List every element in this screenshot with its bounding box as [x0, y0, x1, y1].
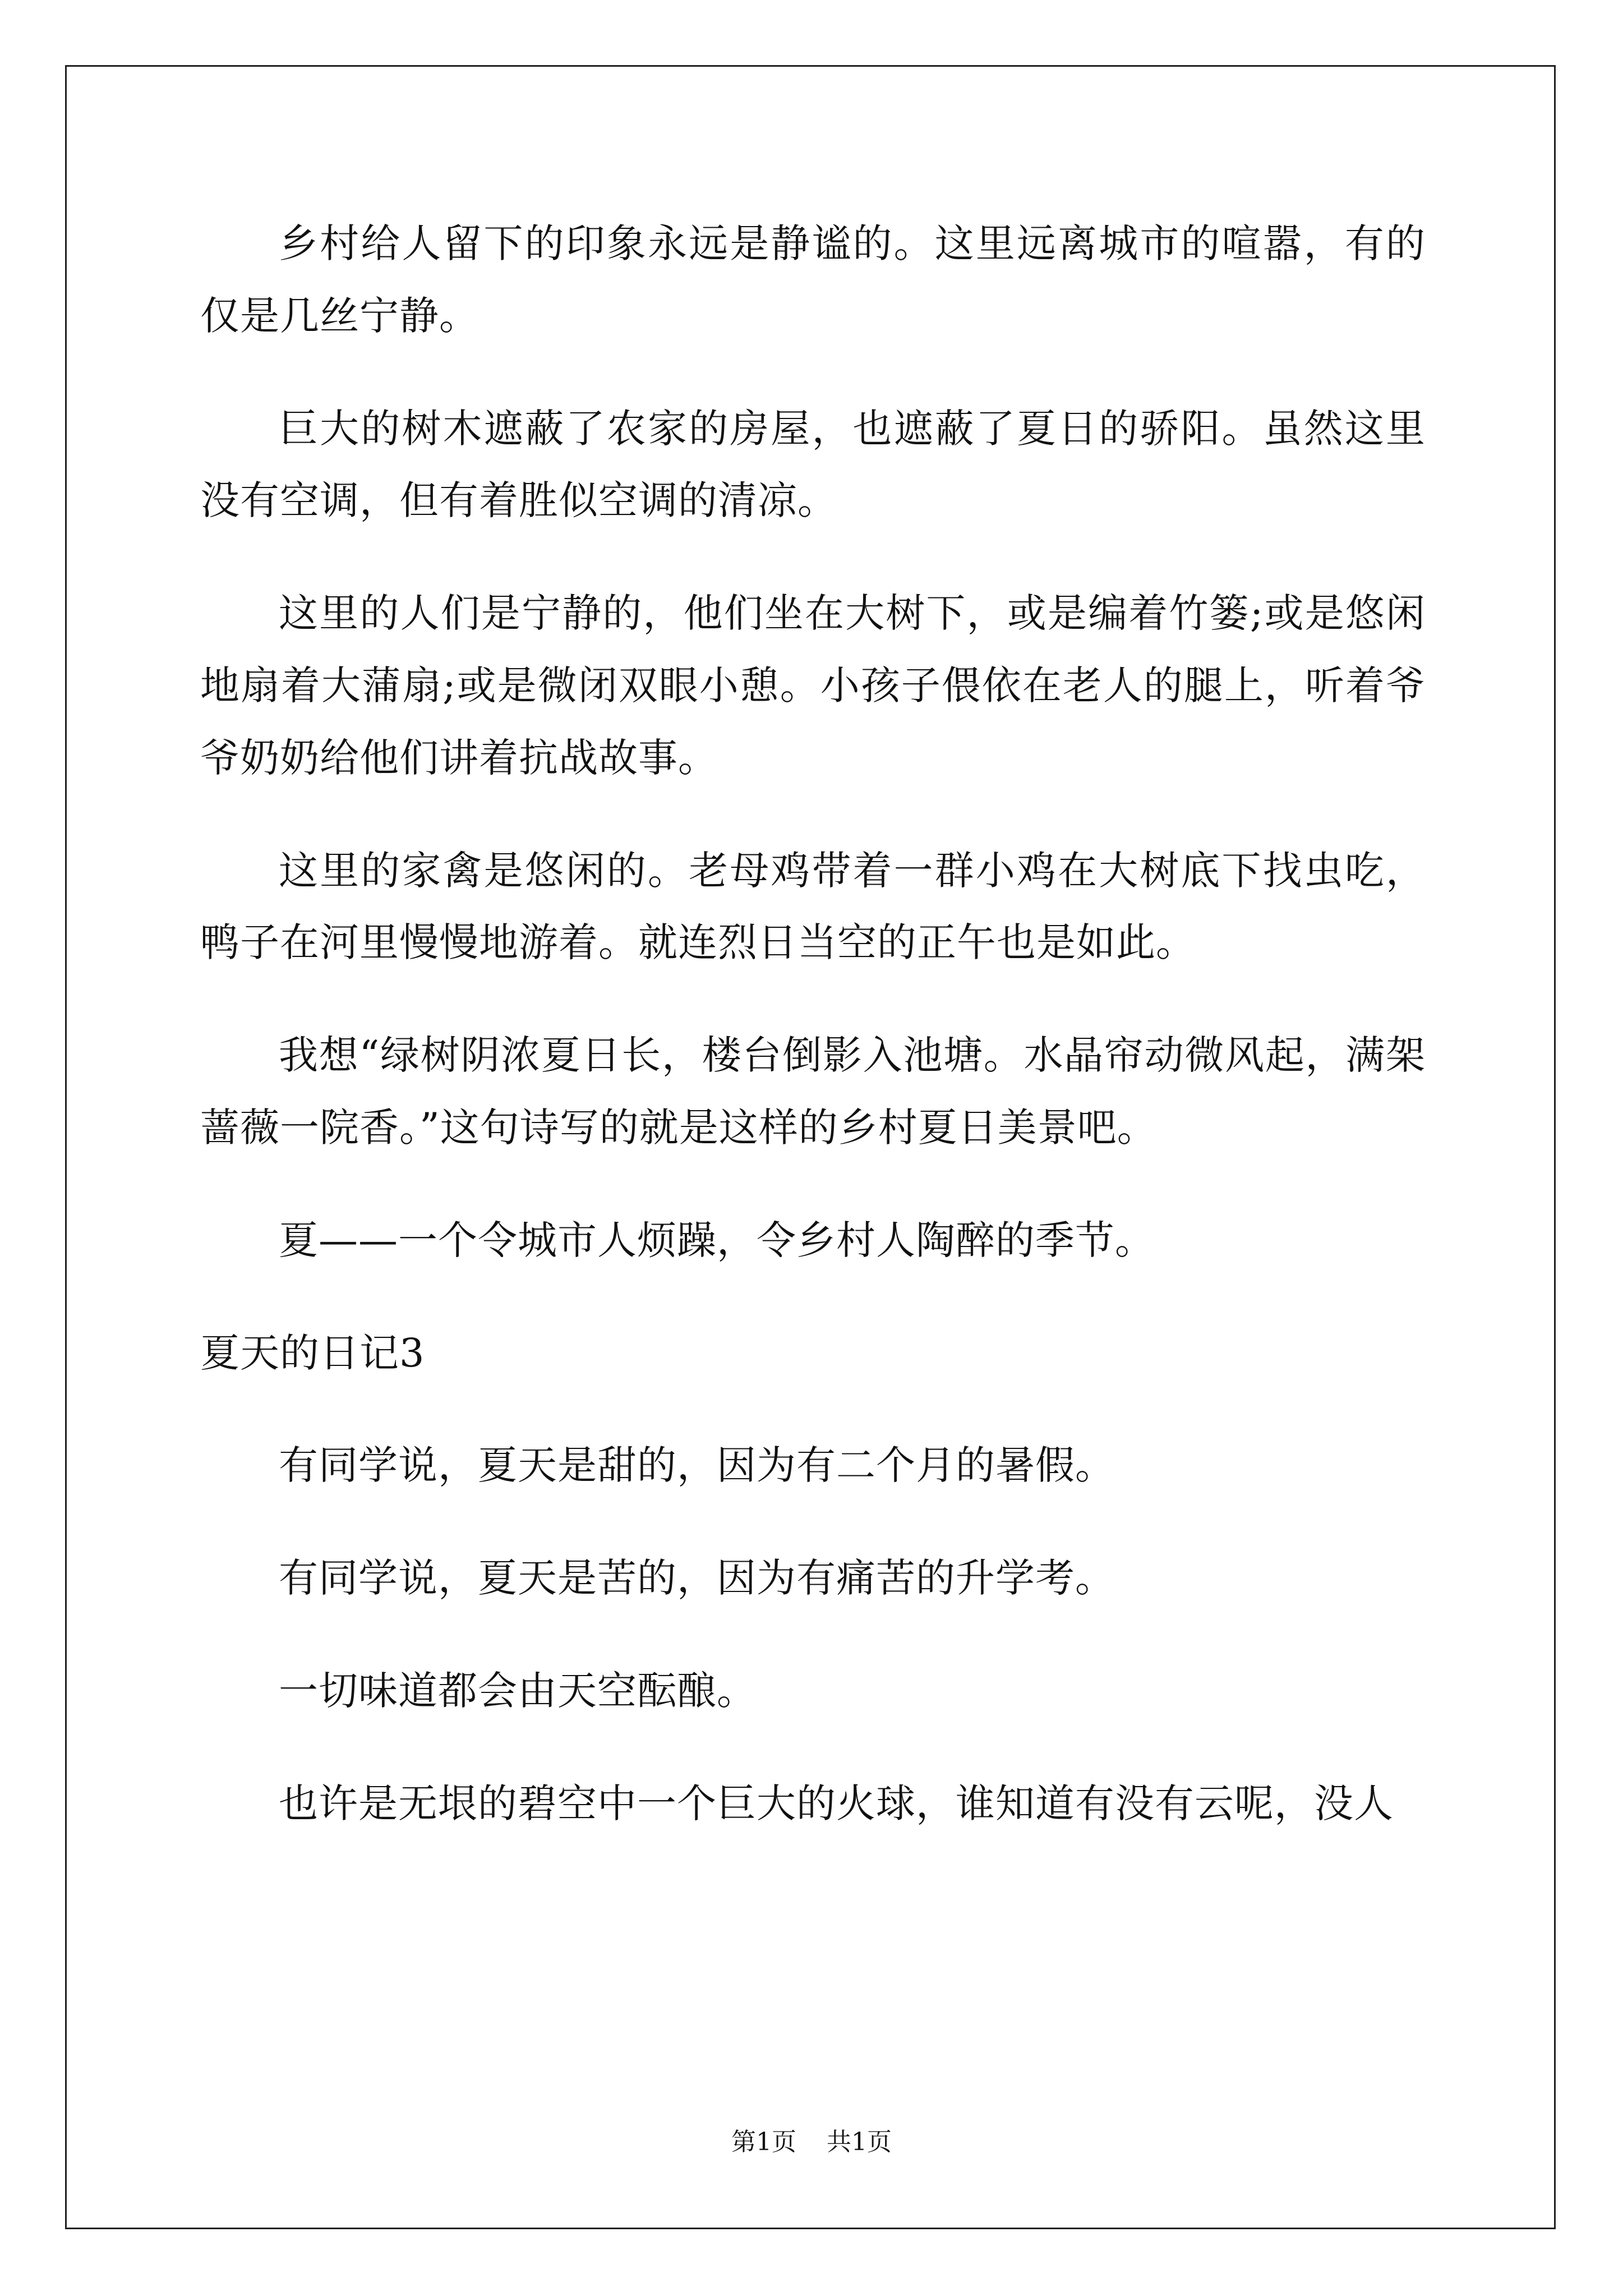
paragraph: 巨大的树木遮蔽了农家的房屋，也遮蔽了夏日的骄阳。虽然这里没有空调，但有着胜似空调的清凉。 — [200, 405, 1426, 524]
paragraph: 这里的人们是宁静的，他们坐在大树下，或是编着竹篓;或是悠闲地扇着大蒲扇;或是微闭双眼小憩。小孩子偎依在老人的腿上，听着爷爷奶奶给他们讲着抗战故事。 — [200, 590, 1426, 781]
paragraph: 有同学说，夏天是甜的，因为有二个月的暑假。 — [279, 1442, 1115, 1489]
document-body — [200, 208, 1426, 1880]
paragraph: 我想“绿树阴浓夏日长，楼台倒影入池塘。水晶帘动微风起，满架蔷薇一院香。”这句诗写的就是这样的乡村夏日美景吧。 — [200, 1032, 1426, 1151]
page-number: 第1页 — [731, 2128, 796, 2156]
page-total: 共1页 — [827, 2128, 892, 2156]
paragraph: 乡村给人留下的印象永远是静谧的。这里远离城市的喧嚣，有的仅是几丝宁静。 — [200, 220, 1426, 339]
paragraph: 一切味道都会由天空酝酿。 — [279, 1667, 757, 1714]
paragraph: 也许是无垠的碧空中一个巨大的火球，谁知道有没有云呢，没人 — [279, 1780, 1394, 1826]
paragraph: 有同学说，夏天是苦的，因为有痛苦的升学考。 — [279, 1555, 1115, 1602]
page-footer — [0, 2122, 1623, 2157]
section-heading: 夏天的日记3 — [200, 1329, 425, 1376]
paragraph: 这里的家禽是悠闲的。老母鸡带着一群小鸡在大树底下找虫吃，鸭子在河里慢慢地游着。就连烈日当空的正午也是如此。 — [200, 847, 1426, 966]
paragraph: 夏——一个令城市人烦躁，令乡村人陶醉的季节。 — [279, 1217, 1155, 1263]
